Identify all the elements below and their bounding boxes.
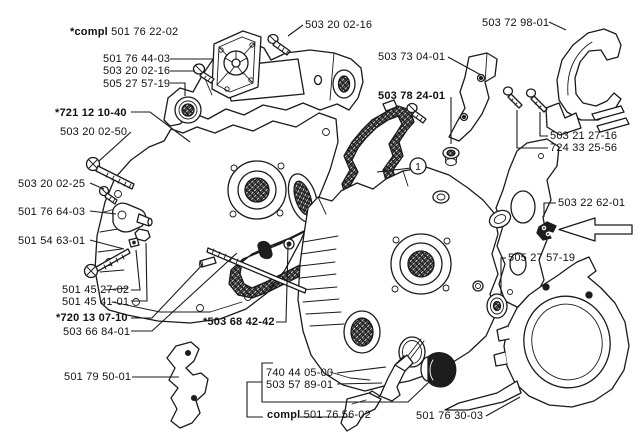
part-label-740-44-05-00: 740 44 05-00 [266,367,334,379]
support-bracket [449,53,497,141]
part-label-503-20-02-16-top: 503 20 02-16 [305,19,373,31]
part-label-505-27-57-19-right: 505 27 57-19 [508,252,576,264]
part-label-503-78-24-01: 503 78 24-01 [378,90,446,102]
callout-1 [410,158,426,174]
part-label-503-66-84-01: 503 66 84-01 [63,326,131,338]
assembly-label-bottom-number: 501 76 56-02 [303,409,371,421]
part-label-503-73-04-01: 503 73 04-01 [378,51,446,63]
part-label-720-13-07-10: *720 13 07-10 [56,312,128,324]
callout-1-index: 1 [415,162,421,173]
rubber-grommet [443,148,459,166]
part-label-503-57-89-01: 503 57 89-01 [266,379,334,391]
part-label-501-54-63-01: 501 54 63-01 [18,235,86,247]
part-label-501-76-64-03: 501 76 64-03 [18,206,86,218]
part-label-724-33-25-56: 724 33 25-56 [550,142,618,154]
assembly-label-bottom [267,409,371,421]
part-label-501-76-44-03: 501 76 44-03 [103,53,171,65]
chain-guide-plate [167,342,208,428]
part-label-503-20-02-16-left: 503 20 02-16 [103,65,171,77]
highlight-arrow-icon [559,218,632,241]
assembly-label-bottom-prefix: compl [267,409,301,421]
assembly-label-top-prefix: *compl [70,26,108,38]
part-label-501-76-30-03: 501 76 30-03 [416,410,484,422]
part-label-503-68-42-42: *503 68 42-42 [203,316,275,328]
right-crankcase-half [298,167,498,391]
part-label-501-45-41-01: 501 45 41-01 [62,296,130,308]
part-label-503-20-02-50: 503 20 02-50 [60,126,128,138]
part-label-503-21-27-16: 503 21 27-16 [550,130,618,142]
part-label-503-22-62-01: 503 22 62-01 [558,197,626,209]
intake-elbow [546,29,629,135]
part-label-503-20-02-25: 503 20 02-25 [18,178,86,190]
assembly-label-top-number: 501 76 22-02 [111,26,179,38]
part-label-721-12-10-40: *721 12 10-40 [55,107,127,119]
part-label-503-72-98-01: 503 72 98-01 [482,17,550,29]
part-label-505-27-57-19-left: 505 27 57-19 [103,78,171,90]
oil-pump-plate [212,31,261,98]
part-label-501-79-50-01: 501 79 50-01 [64,371,132,383]
part-label-501-45-27-02: 501 45 27-02 [62,284,130,296]
assembly-label-top [70,26,178,38]
